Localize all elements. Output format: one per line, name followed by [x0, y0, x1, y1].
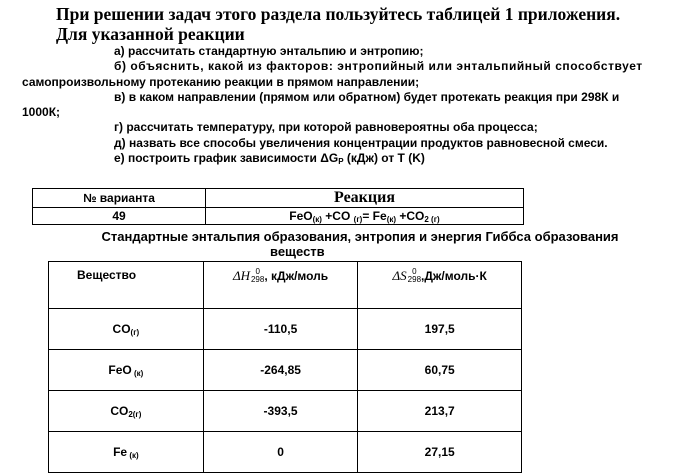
- table-row: [49, 350, 522, 391]
- table-row: [49, 391, 522, 432]
- task-b-text: б) объяснить, какой из факторов: энтропийный или энтальпийный способствует: [114, 59, 643, 74]
- caption-line-2: веществ: [270, 244, 325, 259]
- enthalpy-cell: 0: [203, 432, 358, 473]
- task-f: [22, 151, 682, 166]
- enthalpy-cell: -110,5: [203, 309, 358, 350]
- caption-line-1: Стандартные энтальпия образования, энтропия и энергия Гиббса образования: [101, 229, 619, 244]
- enthalpy-cell: -264,85: [203, 350, 358, 391]
- task-f-text: е) построить график зависимости ΔG: [114, 151, 339, 166]
- variant-table: [32, 188, 524, 225]
- task-a: а) рассчитать стандартную энтальпию и энтропию;: [114, 44, 424, 58]
- table-row: [49, 432, 522, 473]
- task-d: г) рассчитать температуру, при которой равновероятны оба процесса;: [114, 120, 538, 135]
- variant-table-header: [33, 189, 524, 208]
- col-enthalpy-header: ΔH 0 298 , кДж/моль: [203, 262, 358, 309]
- reaction-equation: FeO$_{(к)}$ +CO $_{(г)}= Fe_{(к)} +CO_2$ $_{(г)}$: [206, 208, 524, 225]
- entropy-cell: 197,5: [358, 309, 522, 350]
- table-row: [49, 309, 522, 350]
- task-c-line-2: 1000К;: [22, 105, 61, 120]
- task-e: д) назвать все способы увеличения концентрации продуктов равновесной смеси.: [114, 135, 608, 150]
- col-substance-header: Вещество: [49, 262, 204, 309]
- substance-cell: $CO_{(г)}$: [49, 309, 204, 350]
- variant-row: [33, 208, 524, 225]
- entropy-cell: 27,15: [358, 432, 522, 473]
- col-variant-header: № варианта: [33, 189, 206, 208]
- heading-line-1: При решении задач этого раздела пользуйтесь таблицей 1 приложения.: [56, 4, 621, 24]
- substance-cell: FeO $_{(к)}$: [49, 350, 204, 391]
- properties-table: [48, 261, 522, 473]
- task-list: [22, 44, 682, 166]
- entropy-cell: 60,75: [358, 350, 522, 391]
- task-c-line-1: в) в каком направлении (прямом или обратном) будет протекать реакция при 298К и: [114, 89, 620, 104]
- task-b-line-2: самопроизвольному протеканию реакции в прямом направлении;: [22, 74, 420, 89]
- task-b-line-1: [22, 59, 682, 74]
- task-f-sub: Р: [338, 157, 344, 167]
- enthalpy-cell: -393,5: [203, 391, 358, 432]
- col-entropy-header: ΔS 0 298 ,Дж/моль·К: [358, 262, 522, 309]
- substance-cell: Fe $_{(к)}$: [49, 432, 204, 473]
- section-heading: [56, 4, 696, 44]
- table-caption: [60, 229, 660, 259]
- entropy-cell: 213,7: [358, 391, 522, 432]
- heading-line-2: Для указанной реакции: [56, 24, 245, 44]
- properties-table-header: [49, 262, 522, 309]
- variant-number: 49: [33, 208, 206, 225]
- task-f-text-end: (кДж) от T (K): [343, 151, 425, 166]
- col-reaction-header: Реакция: [206, 189, 524, 208]
- substance-cell: $CO_{2(г)}$: [49, 391, 204, 432]
